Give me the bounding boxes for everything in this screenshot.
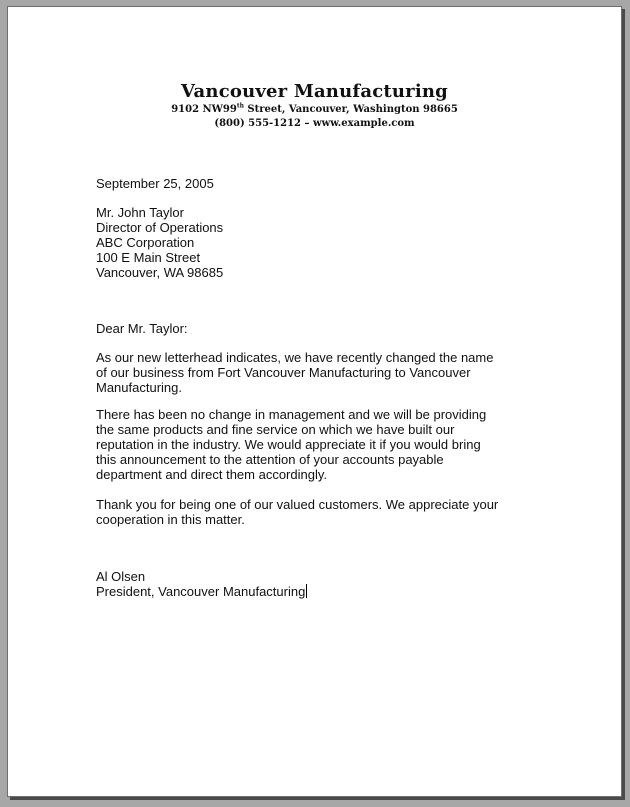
- document-page[interactable]: [7, 6, 622, 797]
- salutation-text: Dear Mr. Taylor:: [96, 321, 188, 336]
- date-text: September 25, 2005: [96, 176, 214, 191]
- paragraph-line: cooperation in this matter.: [96, 512, 245, 527]
- recipient-title: Director of Operations: [96, 220, 224, 235]
- salutation[interactable]: [96, 321, 546, 336]
- address-ordinal: th: [236, 102, 244, 110]
- signer-title: President, Vancouver Manufacturing: [96, 584, 306, 599]
- paragraph-3[interactable]: [96, 497, 546, 527]
- paragraph-1[interactable]: [96, 350, 546, 395]
- paragraph-line: this announcement to the attention of your accounts payable: [96, 452, 444, 467]
- paragraph-line: the same products and fine service on which we have built our: [96, 422, 455, 437]
- company-contact: (800) 555-1212 – www.example.com: [214, 118, 415, 129]
- recipient-street: 100 E Main Street: [96, 250, 201, 265]
- letterhead: [8, 81, 621, 131]
- recipient-city: Vancouver, WA 98685: [96, 265, 224, 280]
- address-number: 9102 NW99: [171, 104, 237, 115]
- paragraph-line: As our new letterhead indicates, we have recently changed the name: [96, 350, 494, 365]
- letter-date[interactable]: [96, 176, 546, 191]
- address-rest: Street, Vancouver, Washington 98665: [243, 104, 458, 115]
- paragraph-line: There has been no change in management and we will be providing: [96, 407, 487, 422]
- text-cursor: [306, 584, 307, 598]
- recipient-company: ABC Corporation: [96, 235, 195, 250]
- paragraph-line: Thank you for being one of our valued customers. We appreciate your: [96, 497, 499, 512]
- paragraph-2[interactable]: [96, 407, 546, 482]
- paragraph-line: Manufacturing.: [96, 380, 182, 395]
- recipient-name: Mr. John Taylor: [96, 205, 184, 220]
- company-name: Vancouver Manufacturing: [181, 81, 448, 102]
- inside-address[interactable]: [96, 205, 546, 280]
- paragraph-line: of our business from Fort Vancouver Manufacturing to Vancouver: [96, 365, 471, 380]
- signature-block[interactable]: [96, 569, 546, 599]
- signer-title-line: [96, 584, 546, 599]
- paragraph-line: reputation in the industry. We would appreciate it if you would bring: [96, 437, 481, 452]
- paragraph-line: department and direct them accordingly.: [96, 467, 327, 482]
- company-address: [8, 103, 621, 117]
- signer-name: Al Olsen: [96, 569, 146, 584]
